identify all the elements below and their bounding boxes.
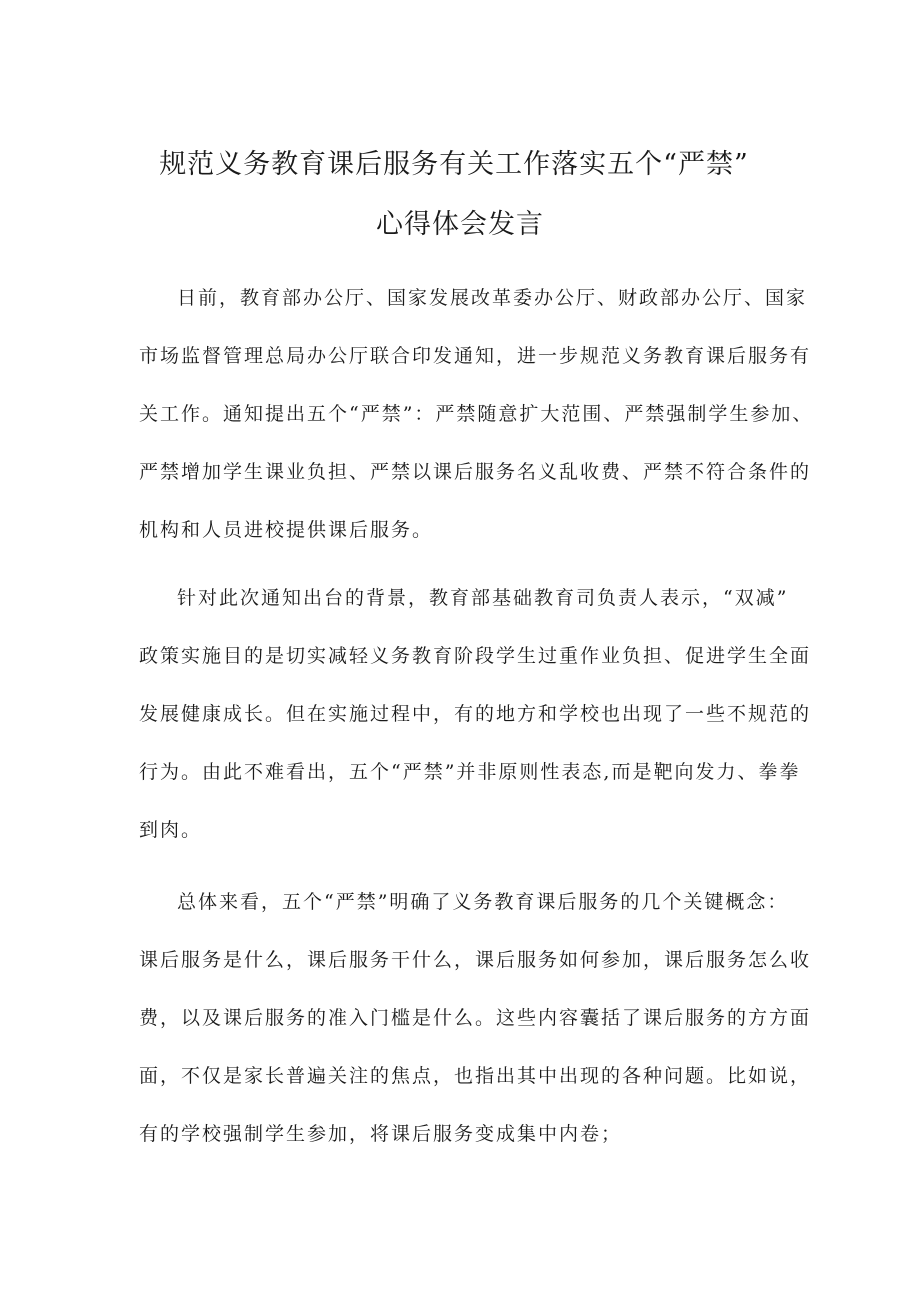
paragraph-line: 政策实施目的是切实减轻义务教育阶段学生过重作业负担、促进学生全面 (139, 645, 812, 667)
paragraph-line: 针对此次通知出台的背景，教育部基础教育司负责人表示，“双减” (177, 587, 789, 609)
document-title-line-2: 心得体会发言 (376, 209, 544, 240)
paragraph-line: 机构和人员进校提供课后服务。 (139, 519, 434, 541)
paragraph-line: 市场监督管理总局办公厅联合印发通知，进一步规范义务教育课后服务有 (139, 345, 812, 367)
paragraph-line: 面，不仅是家长普遍关注的焦点，也指出其中出现的各种问题。比如说， (139, 1065, 812, 1087)
paragraph-line: 发展健康成长。但在实施过程中，有的地方和学校也出现了一些不规范的 (139, 703, 812, 725)
document-title-line-1: 规范义务教育课后服务有关工作落实五个“严禁” (159, 149, 749, 180)
paragraph-line: 关工作。通知提出五个“严禁”：严禁随意扩大范围、严禁强制学生参加、 (139, 403, 814, 425)
paragraph-line: 严禁增加学生课业负担、严禁以课后服务名义乱收费、严禁不符合条件的 (139, 461, 812, 483)
paragraph-line: 日前，教育部办公厅、国家发展改革委办公厅、财政部办公厅、国家 (177, 287, 808, 309)
paragraph-line: 有的学校强制学生参加，将课后服务变成集中内卷； (139, 1123, 623, 1145)
paragraph-line: 总体来看，五个“严禁”明确了义务教育课后服务的几个关键概念： (177, 891, 789, 913)
paragraph-line: 费，以及课后服务的准入门槛是什么。这些内容囊括了课后服务的方方面 (139, 1007, 812, 1029)
paragraph-line: 行为。由此不难看出，五个“严禁”并非原则性表态,而是靶向发力、拳拳 (139, 761, 801, 783)
paragraph-line: 到肉。 (139, 819, 203, 841)
paragraph-line: 课后服务是什么，课后服务干什么，课后服务如何参加，课后服务怎么收 (139, 949, 812, 971)
